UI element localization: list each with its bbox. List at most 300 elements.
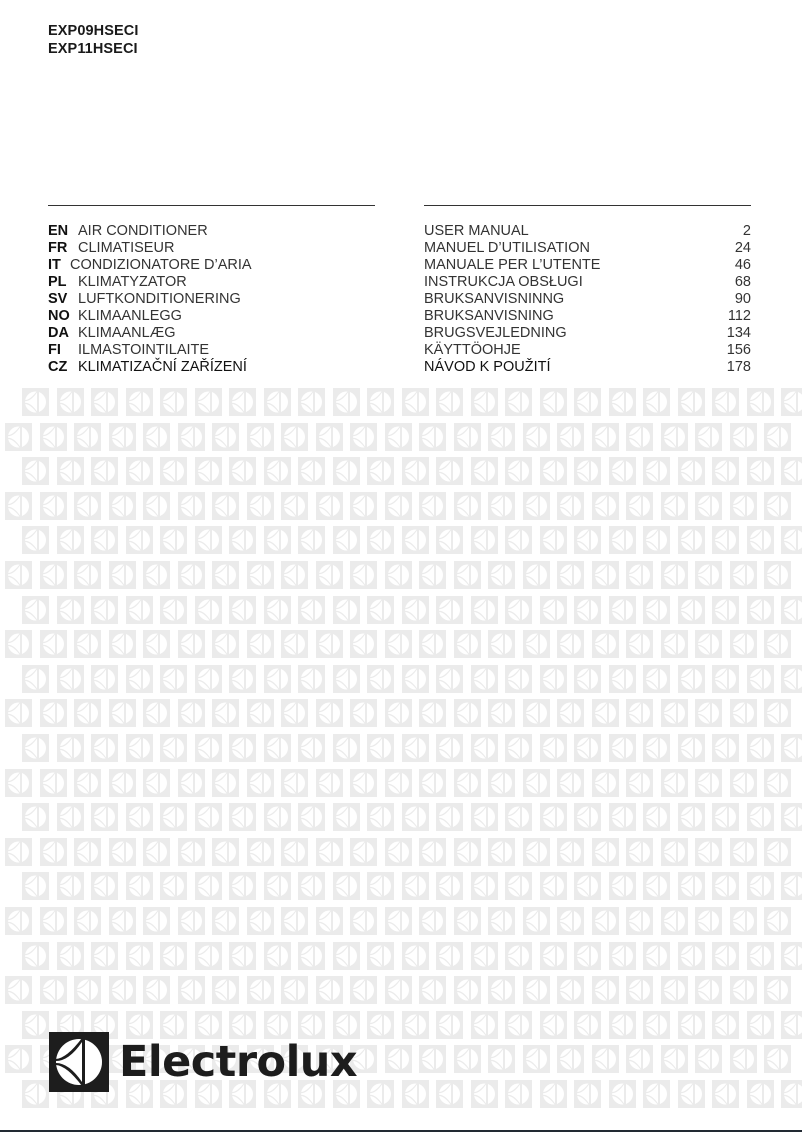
electrolux-logo-icon (5, 907, 32, 935)
electrolux-logo-icon (488, 423, 515, 451)
electrolux-logo-icon (160, 803, 187, 831)
product-name-row (48, 342, 252, 359)
electrolux-logo-icon (316, 423, 343, 451)
electrolux-logo-icon (5, 1045, 32, 1073)
electrolux-logo-icon (557, 423, 584, 451)
electrolux-logo-icon (74, 492, 101, 520)
electrolux-logo-icon (74, 976, 101, 1004)
electrolux-logo-icon (57, 596, 84, 624)
electrolux-logo-icon (592, 907, 619, 935)
electrolux-logo-icon (350, 630, 377, 658)
electrolux-logo-icon (316, 838, 343, 866)
electrolux-logo-icon (143, 838, 170, 866)
electrolux-logo-icon (730, 699, 757, 727)
electrolux-logo-icon (402, 457, 429, 485)
electrolux-logo-icon (367, 457, 394, 485)
electrolux-logo-icon (419, 769, 446, 797)
electrolux-logo-icon (298, 388, 325, 416)
electrolux-logo-icon (471, 803, 498, 831)
electrolux-logo-icon (488, 492, 515, 520)
electrolux-logo-icon (74, 630, 101, 658)
electrolux-logo-icon (402, 388, 429, 416)
electrolux-logo-icon (781, 734, 802, 762)
electrolux-logo-icon (712, 734, 739, 762)
electrolux-logo-icon (678, 526, 705, 554)
electrolux-logo-icon (574, 388, 601, 416)
electrolux-logo-icon (661, 838, 688, 866)
electrolux-logo-icon (298, 457, 325, 485)
pattern-row (0, 942, 802, 970)
product-name-row (48, 257, 252, 274)
electrolux-logo-icon (781, 388, 802, 416)
electrolux-logo-icon (747, 734, 774, 762)
electrolux-logo-icon (212, 423, 239, 451)
electrolux-logo-icon (160, 457, 187, 485)
electrolux-logo-icon (212, 561, 239, 589)
electrolux-logo-icon (454, 561, 481, 589)
electrolux-logo-icon (781, 526, 802, 554)
electrolux-logo-icon (281, 630, 308, 658)
electrolux-logo-icon (298, 734, 325, 762)
electrolux-logo-icon (781, 1080, 802, 1108)
electrolux-logo-icon (764, 492, 791, 520)
electrolux-logo-icon (247, 630, 274, 658)
electrolux-logo-icon (5, 699, 32, 727)
electrolux-logo-icon (91, 734, 118, 762)
electrolux-logo-icon (367, 872, 394, 900)
electrolux-logo-icon (109, 976, 136, 1004)
pattern-row (0, 803, 802, 831)
electrolux-logo-icon (712, 803, 739, 831)
electrolux-logo-icon (540, 388, 567, 416)
electrolux-logo-icon (385, 838, 412, 866)
electrolux-logo-icon (643, 872, 670, 900)
electrolux-logo-icon (40, 838, 67, 866)
electrolux-logo-icon (643, 734, 670, 762)
electrolux-logo-icon (557, 630, 584, 658)
electrolux-logo-icon (212, 976, 239, 1004)
electrolux-logo-icon (523, 1045, 550, 1073)
electrolux-logo-icon (195, 665, 222, 693)
electrolux-logo-icon (747, 457, 774, 485)
electrolux-logo-icon (643, 596, 670, 624)
electrolux-logo-icon (557, 492, 584, 520)
electrolux-logo-icon (730, 838, 757, 866)
electrolux-logo-icon (488, 630, 515, 658)
electrolux-logo-icon (5, 769, 32, 797)
electrolux-logo-icon (574, 1080, 601, 1108)
electrolux-logo-icon (695, 630, 722, 658)
electrolux-logo-icon (160, 388, 187, 416)
product-name: KLIMAANLEGG (78, 308, 182, 324)
electrolux-logo-icon (488, 561, 515, 589)
product-name-row (48, 308, 252, 325)
electrolux-logo-icon (678, 1011, 705, 1039)
electrolux-logo-icon (523, 561, 550, 589)
electrolux-logo-icon (419, 630, 446, 658)
electrolux-logo-icon (609, 942, 636, 970)
electrolux-logo-icon (109, 907, 136, 935)
electrolux-logo-icon (626, 1045, 653, 1073)
electrolux-logo-icon (367, 665, 394, 693)
electrolux-logo-icon (436, 1011, 463, 1039)
electrolux-logo-icon (367, 1011, 394, 1039)
electrolux-logo-icon (350, 769, 377, 797)
electrolux-logo-icon (540, 942, 567, 970)
pattern-row (0, 665, 802, 693)
pattern-row (0, 872, 802, 900)
page-number: 90 (734, 291, 751, 307)
language-code: FR (48, 240, 68, 256)
electrolux-logo-icon (316, 907, 343, 935)
electrolux-logo-icon (678, 872, 705, 900)
electrolux-logo-icon (91, 526, 118, 554)
electrolux-logo-icon (436, 526, 463, 554)
electrolux-logo-icon (505, 388, 532, 416)
electrolux-logo-icon (471, 457, 498, 485)
electrolux-logo-icon (229, 526, 256, 554)
electrolux-logo-icon (385, 976, 412, 1004)
electrolux-logo-icon (730, 561, 757, 589)
electrolux-logo-icon (298, 665, 325, 693)
electrolux-logo-icon (402, 1080, 429, 1108)
electrolux-logo-icon (22, 1011, 49, 1039)
electrolux-logo-icon (402, 1011, 429, 1039)
electrolux-logo-icon (712, 388, 739, 416)
electrolux-logo-icon (229, 942, 256, 970)
electrolux-logo-icon (523, 423, 550, 451)
electrolux-logo-icon (661, 492, 688, 520)
electrolux-logo-icon (730, 769, 757, 797)
electrolux-logo-icon (747, 1080, 774, 1108)
electrolux-logo-icon (57, 665, 84, 693)
electrolux-logo-icon (57, 457, 84, 485)
electrolux-logo-icon (160, 665, 187, 693)
electrolux-logo-icon (195, 803, 222, 831)
electrolux-logo-icon (712, 872, 739, 900)
manual-title: KÄYTTÖOHJE (424, 342, 521, 358)
electrolux-logo-icon (367, 734, 394, 762)
electrolux-logo-icon (730, 1045, 757, 1073)
electrolux-logo-icon (333, 803, 360, 831)
electrolux-logo-icon (91, 665, 118, 693)
electrolux-logo-icon (229, 872, 256, 900)
product-name-row (48, 223, 252, 240)
electrolux-logo-icon (178, 630, 205, 658)
electrolux-logo-icon (540, 1080, 567, 1108)
electrolux-logo-icon (178, 907, 205, 935)
electrolux-logo-icon (281, 423, 308, 451)
electrolux-logo-icon (626, 561, 653, 589)
electrolux-logo-icon (592, 630, 619, 658)
language-code: SV (48, 291, 68, 307)
electrolux-logo-icon (281, 769, 308, 797)
electrolux-logo-icon (609, 1080, 636, 1108)
electrolux-logo-icon (91, 596, 118, 624)
electrolux-logo-icon (40, 699, 67, 727)
electrolux-logo-icon (5, 492, 32, 520)
electrolux-logo-icon (436, 734, 463, 762)
electrolux-logo-icon (367, 942, 394, 970)
electrolux-logo-icon (695, 907, 722, 935)
electrolux-logo-icon (574, 803, 601, 831)
electrolux-logo-icon (678, 388, 705, 416)
electrolux-logo-icon (574, 526, 601, 554)
electrolux-logo-icon (574, 734, 601, 762)
electrolux-logo-icon (195, 872, 222, 900)
electrolux-logo-icon (643, 526, 670, 554)
electrolux-logo-icon (592, 769, 619, 797)
electrolux-logo-icon (22, 457, 49, 485)
electrolux-logo-icon (540, 596, 567, 624)
electrolux-logo-icon (730, 423, 757, 451)
electrolux-logo-icon (109, 561, 136, 589)
electrolux-logo-icon (419, 699, 446, 727)
manual-index-row (424, 359, 751, 376)
electrolux-logo-icon (385, 907, 412, 935)
electrolux-logo-icon (609, 596, 636, 624)
electrolux-logo-icon (264, 872, 291, 900)
electrolux-logo-icon (436, 942, 463, 970)
electrolux-logo-icon (247, 492, 274, 520)
electrolux-logo-icon (22, 596, 49, 624)
electrolux-logo-icon (126, 872, 153, 900)
electrolux-logo-icon (195, 526, 222, 554)
electrolux-logo-icon (57, 942, 84, 970)
electrolux-logo-icon (74, 769, 101, 797)
electrolux-logo-icon (143, 699, 170, 727)
electrolux-logo-icon (419, 976, 446, 1004)
electrolux-logo-icon (592, 838, 619, 866)
pattern-row (0, 734, 802, 762)
electrolux-logo-icon (661, 907, 688, 935)
electrolux-logo-icon (247, 561, 274, 589)
model-numbers (48, 22, 138, 58)
electrolux-logo-icon (609, 665, 636, 693)
electrolux-logo-icon (626, 907, 653, 935)
electrolux-logo-icon (505, 665, 532, 693)
electrolux-logo-icon (505, 526, 532, 554)
electrolux-logo-icon (212, 838, 239, 866)
electrolux-logo-icon (126, 457, 153, 485)
electrolux-logo-icon (402, 872, 429, 900)
electrolux-logo-icon (40, 907, 67, 935)
electrolux-logo-icon (49, 1032, 109, 1092)
electrolux-logo-icon (454, 492, 481, 520)
product-name-list (48, 223, 252, 376)
electrolux-logo-icon (505, 872, 532, 900)
electrolux-logo-icon (264, 526, 291, 554)
electrolux-logo-icon (5, 423, 32, 451)
electrolux-logo-icon (609, 734, 636, 762)
electrolux-logo-icon (74, 561, 101, 589)
electrolux-logo-icon (298, 803, 325, 831)
brand-logo (49, 1032, 357, 1092)
electrolux-logo-icon (454, 838, 481, 866)
electrolux-logo-icon (626, 630, 653, 658)
electrolux-logo-icon (143, 492, 170, 520)
electrolux-logo-icon (298, 942, 325, 970)
electrolux-logo-icon (385, 699, 412, 727)
electrolux-logo-icon (678, 734, 705, 762)
product-name-row (48, 359, 252, 376)
brand-wordmark: Electrolux (119, 1036, 358, 1087)
electrolux-logo-icon (367, 803, 394, 831)
electrolux-logo-icon (695, 699, 722, 727)
electrolux-logo-icon (40, 769, 67, 797)
electrolux-logo-icon (419, 1045, 446, 1073)
electrolux-logo-icon (609, 803, 636, 831)
pattern-row (0, 423, 802, 451)
bottom-border (0, 1130, 802, 1132)
electrolux-logo-icon (419, 423, 446, 451)
electrolux-logo-icon (747, 942, 774, 970)
electrolux-logo-icon (454, 1045, 481, 1073)
electrolux-logo-icon (764, 838, 791, 866)
pattern-row (0, 769, 802, 797)
electrolux-logo-icon (22, 388, 49, 416)
language-code: DA (48, 325, 69, 341)
model-number: EXP09HSECI (48, 23, 139, 39)
electrolux-logo-icon (505, 942, 532, 970)
electrolux-logo-icon (126, 803, 153, 831)
electrolux-logo-icon (557, 907, 584, 935)
electrolux-logo-icon (609, 388, 636, 416)
electrolux-logo-icon (109, 492, 136, 520)
electrolux-logo-icon (626, 492, 653, 520)
electrolux-logo-icon (781, 872, 802, 900)
electrolux-logo-icon (505, 596, 532, 624)
background-logo-pattern (0, 388, 802, 1113)
electrolux-logo-icon (22, 942, 49, 970)
electrolux-logo-icon (540, 734, 567, 762)
electrolux-logo-icon (523, 699, 550, 727)
electrolux-logo-icon (574, 872, 601, 900)
manual-index-row (424, 308, 751, 325)
electrolux-logo-icon (592, 561, 619, 589)
electrolux-logo-icon (402, 526, 429, 554)
electrolux-logo-icon (74, 699, 101, 727)
electrolux-logo-icon (626, 423, 653, 451)
electrolux-logo-icon (126, 596, 153, 624)
electrolux-logo-icon (333, 457, 360, 485)
electrolux-logo-icon (5, 561, 32, 589)
electrolux-logo-icon (333, 388, 360, 416)
electrolux-logo-icon (764, 423, 791, 451)
model-number: EXP11HSECI (48, 41, 138, 57)
electrolux-logo-icon (402, 942, 429, 970)
electrolux-logo-icon (540, 803, 567, 831)
electrolux-logo-icon (747, 1011, 774, 1039)
pattern-row (0, 492, 802, 520)
electrolux-logo-icon (574, 596, 601, 624)
electrolux-logo-icon (781, 803, 802, 831)
electrolux-logo-icon (229, 596, 256, 624)
electrolux-logo-icon (264, 388, 291, 416)
electrolux-logo-icon (505, 1011, 532, 1039)
electrolux-logo-icon (316, 699, 343, 727)
electrolux-logo-icon (747, 526, 774, 554)
electrolux-logo-icon (74, 838, 101, 866)
manual-index (424, 223, 751, 376)
pattern-row (0, 596, 802, 624)
electrolux-logo-icon (471, 734, 498, 762)
electrolux-logo-icon (643, 388, 670, 416)
electrolux-logo-icon (57, 872, 84, 900)
electrolux-logo-icon (764, 769, 791, 797)
electrolux-logo-icon (160, 872, 187, 900)
electrolux-logo-icon (333, 665, 360, 693)
electrolux-logo-icon (574, 942, 601, 970)
electrolux-logo-icon (747, 665, 774, 693)
electrolux-logo-icon (316, 492, 343, 520)
electrolux-logo-icon (126, 665, 153, 693)
electrolux-logo-icon (592, 423, 619, 451)
electrolux-logo-icon (523, 976, 550, 1004)
manual-title: MANUEL D’UTILISATION (424, 240, 590, 256)
electrolux-logo-icon (781, 596, 802, 624)
electrolux-logo-icon (264, 803, 291, 831)
electrolux-logo-icon (57, 388, 84, 416)
electrolux-logo-icon (178, 699, 205, 727)
electrolux-logo-icon (419, 907, 446, 935)
electrolux-logo-icon (540, 1011, 567, 1039)
electrolux-logo-icon (143, 630, 170, 658)
electrolux-logo-icon (643, 665, 670, 693)
product-name-row (48, 291, 252, 308)
electrolux-logo-icon (712, 596, 739, 624)
product-name: KLIMATIZAČNÍ ZAŘÍZENÍ (78, 359, 247, 375)
electrolux-logo-icon (471, 1080, 498, 1108)
electrolux-logo-icon (454, 907, 481, 935)
electrolux-logo-icon (281, 492, 308, 520)
electrolux-logo-icon (333, 872, 360, 900)
electrolux-logo-icon (212, 699, 239, 727)
electrolux-logo-icon (643, 942, 670, 970)
electrolux-logo-icon (316, 561, 343, 589)
electrolux-logo-icon (160, 942, 187, 970)
electrolux-logo-icon (436, 872, 463, 900)
electrolux-logo-icon (523, 630, 550, 658)
pattern-row (0, 561, 802, 589)
electrolux-logo-icon (143, 769, 170, 797)
electrolux-logo-icon (281, 907, 308, 935)
electrolux-logo-icon (661, 423, 688, 451)
electrolux-logo-icon (678, 942, 705, 970)
electrolux-logo-icon (436, 803, 463, 831)
page-number: 178 (726, 359, 751, 375)
electrolux-logo-icon (471, 596, 498, 624)
electrolux-logo-icon (471, 942, 498, 970)
electrolux-logo-icon (661, 976, 688, 1004)
electrolux-logo-icon (178, 976, 205, 1004)
electrolux-logo-icon (264, 457, 291, 485)
electrolux-logo-icon (626, 699, 653, 727)
electrolux-logo-icon (695, 769, 722, 797)
electrolux-logo-icon (540, 665, 567, 693)
electrolux-logo-icon (178, 492, 205, 520)
product-name-row (48, 325, 252, 342)
pattern-row (0, 630, 802, 658)
electrolux-logo-icon (661, 630, 688, 658)
electrolux-logo-icon (350, 976, 377, 1004)
electrolux-logo-icon (781, 665, 802, 693)
electrolux-logo-icon (367, 1080, 394, 1108)
electrolux-logo-icon (695, 423, 722, 451)
electrolux-logo-icon (5, 838, 32, 866)
electrolux-logo-icon (281, 976, 308, 1004)
electrolux-logo-icon (471, 1011, 498, 1039)
